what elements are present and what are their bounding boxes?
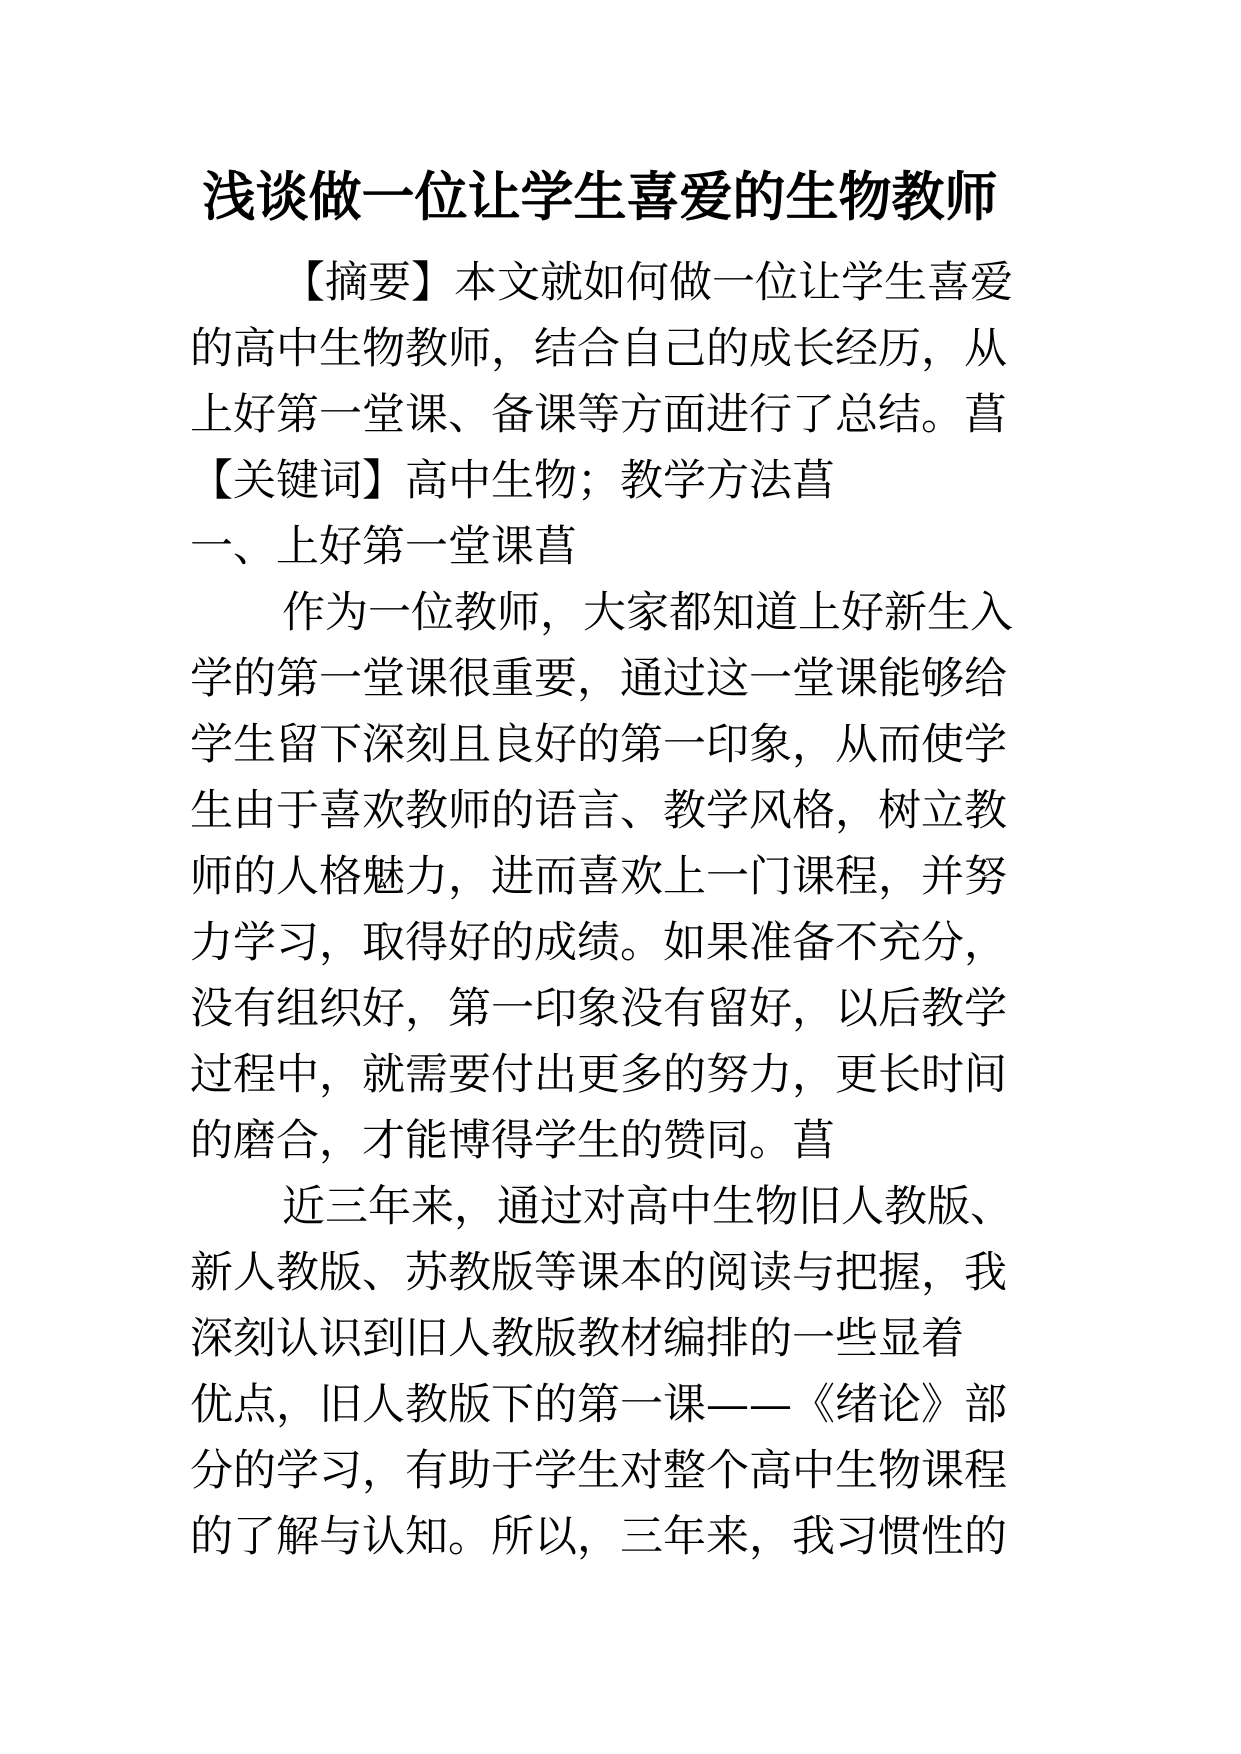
paragraph-line: 作为一位教师，大家都知道上好新生入 xyxy=(282,588,1013,638)
paragraph-line: 力学习，取得好的成绩。如果准备不充分， xyxy=(190,918,1007,968)
abstract-line: 的高中生物教师，结合自己的成长经历，从 xyxy=(190,324,1007,374)
paragraph-line: 优点，旧人教版下的第一课——《绪论》部 xyxy=(190,1380,1007,1430)
paragraph-line: 过程中，就需要付出更多的努力，更长时间 xyxy=(190,1050,1007,1100)
paragraph-line: 的了解与认知。所以，三年来，我习惯性的 xyxy=(190,1512,1007,1562)
paragraph-line: 学的第一堂课很重要，通过这一堂课能够给 xyxy=(190,654,1007,704)
paragraph-line: 师的人格魅力，进而喜欢上一门课程，并努 xyxy=(190,852,1007,902)
document-title: 浅谈做一位让学生喜爱的生物教师 xyxy=(202,166,998,228)
abstract-line: 上好第一堂课、备课等方面进行了总结。菖 xyxy=(190,390,1007,440)
paragraph-line: 的磨合，才能博得学生的赞同。菖 xyxy=(190,1116,835,1166)
paragraph-line: 深刻认识到旧人教版教材编排的一些显着 xyxy=(190,1314,964,1364)
paragraph-line: 新人教版、苏教版等课本的阅读与把握，我 xyxy=(190,1248,1007,1298)
paragraph-line: 分的学习，有助于学生对整个高中生物课程 xyxy=(190,1446,1007,1496)
abstract-line: 【摘要】本文就如何做一位让学生喜爱 xyxy=(282,258,1013,308)
paragraph-line: 学生留下深刻且良好的第一印象，从而使学 xyxy=(190,720,1007,770)
paragraph-line: 近三年来，通过对高中生物旧人教版、 xyxy=(282,1182,1013,1232)
section-heading: 一、上好第一堂课菖 xyxy=(190,522,577,572)
paragraph-line: 没有组织好，第一印象没有留好，以后教学 xyxy=(190,984,1007,1034)
paragraph-line: 生由于喜欢教师的语言、教学风格，树立教 xyxy=(190,786,1007,836)
keywords-line: 【关键词】高中生物；教学方法菖 xyxy=(190,456,835,506)
